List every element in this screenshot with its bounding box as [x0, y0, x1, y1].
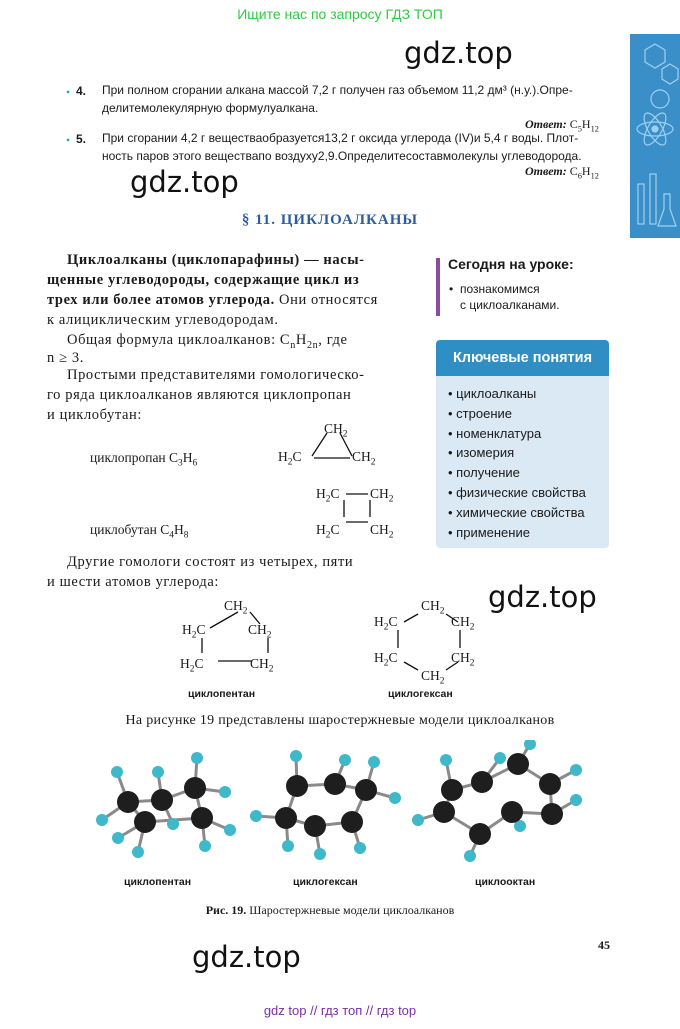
today-bullet-icon: •: [449, 282, 454, 296]
chapter-decoration: [630, 34, 680, 238]
key-concept-item: • номенклатура: [448, 425, 542, 441]
problem-number: 5.: [76, 132, 87, 146]
cyclopropane-label: циклопропан $C_3H_6$: [90, 450, 198, 469]
watermark: gdz.top: [404, 36, 513, 70]
cyclohexane-caption: циклогексан: [388, 688, 453, 700]
text-line: го ряда циклоалканов являются циклопропан: [47, 387, 352, 403]
ball-stick-models: [90, 740, 610, 870]
section-title: § 11. ЦИКЛОАЛКАНЫ: [241, 212, 419, 228]
top-banner: Ищите нас по запросу ГДЗ ТОП: [237, 6, 443, 22]
key-concept-item: • изомерия: [448, 445, 515, 461]
definition-text: Циклоалканы (циклопарафины) — насы-: [67, 252, 365, 268]
bullet-icon: •: [66, 85, 71, 99]
atom-label: $CH_2$: [421, 598, 445, 617]
problem-text: [102, 81, 617, 117]
atom-label: $CH_2$: [370, 522, 394, 541]
figure-number: Рис. 19.: [205, 903, 247, 917]
answer: [525, 164, 599, 180]
atom-label: $CH_2$: [451, 614, 475, 633]
figure-caption: [0, 903, 660, 918]
key-concepts-list: [448, 386, 586, 544]
bullet-icon: •: [66, 133, 71, 147]
key-concept-item: • циклоалканы: [448, 386, 537, 401]
atom-label: $CH_2$: [451, 650, 475, 669]
atom-label: $CH_2$: [352, 449, 376, 468]
problem-line: ность паров этого веществапо воздуху2,9.Определитесоставмолекулы углеводорода.: [102, 149, 582, 163]
key-concepts-title: Ключевые понятия: [436, 340, 609, 376]
intro-paragraph: [47, 250, 419, 330]
footer-links: gdz top // гдз топ // гдз top: [263, 1003, 417, 1018]
key-concept-item: • применение: [448, 524, 530, 540]
atom-label: $H_2C$: [180, 656, 204, 675]
atom-label: $CH_2$: [324, 421, 348, 440]
problem-text: [102, 129, 617, 165]
atom-label: $H_2C$: [374, 650, 398, 669]
atom-label: $H_2C$: [182, 622, 206, 641]
homologues-paragraph: [47, 552, 419, 592]
watermark: gdz.top: [192, 940, 301, 974]
text-line: Простыми представителями гомологическо-: [67, 367, 365, 383]
today-accent-bar: [436, 258, 440, 316]
atom-label: $H_2C$: [278, 449, 302, 468]
page-number: 45: [598, 938, 610, 952]
model-caption: циклооктан: [475, 876, 536, 888]
figure-caption-text: Шаростержневые модели циклоалканов: [246, 903, 455, 917]
atom-label: $CH_2$: [421, 668, 445, 687]
problem-number: 4.: [76, 84, 87, 98]
today-item: с циклоалканами.: [460, 298, 560, 312]
simplest-paragraph: [47, 365, 419, 425]
atom-label: $CH_2$: [370, 486, 394, 505]
problem-line: делитемолекулярную формулуалкана.: [102, 101, 319, 115]
key-concept-item: • физические свойства: [448, 484, 586, 500]
intro-text: к алициклическим углеводородам.: [47, 312, 279, 328]
cyclobutane-label: циклобутан $C_4H_8$: [90, 522, 189, 541]
watermark: gdz.top: [130, 165, 239, 199]
atom-label: $CH_2$: [250, 656, 274, 675]
text-line: и циклобутан:: [47, 407, 143, 423]
figure-intro: На рисунке 19 представлены шаростержневые модели циклоалканов: [125, 713, 555, 728]
text-line: Другие гомологи состоят из четырех, пяти: [67, 554, 354, 570]
atom-label: $CH_2$: [224, 598, 248, 617]
today-title: Сегодня на уроке:: [448, 256, 574, 272]
atom-label: $H_2C$: [316, 522, 340, 541]
atom-label: $CH_2$: [248, 622, 272, 641]
text-line: и шести атомов углерода:: [47, 574, 220, 590]
science-pattern-icon: [630, 34, 680, 238]
definition-text: щенные углеводороды, содержащие цикл из: [47, 272, 360, 288]
atom-label: $H_2C$: [316, 486, 340, 505]
cyclopentane-caption: циклопентан: [188, 688, 256, 700]
answer-formula: $C_5H_{12}$: [569, 117, 599, 134]
answer-label: Ответ:: [525, 164, 567, 178]
intro-text: Они относятся: [274, 292, 378, 308]
formula-condition: n ≥ 3.: [47, 350, 84, 366]
atom-label: $H_2C$: [374, 614, 398, 633]
model-caption: циклогексан: [293, 876, 358, 888]
watermark: gdz.top: [488, 580, 597, 614]
key-concept-item: • получение: [448, 465, 520, 481]
key-concept-item: • строение: [448, 405, 512, 421]
today-item: познакомимся: [460, 282, 540, 296]
general-formula: Общая формула циклоалканов: $C_nH_{2n}$, где: [67, 332, 348, 351]
problem-line: При полном сгорании алкана массой 7,2 г получен газ объемом 11,2 дм³ (н.у.).Опре-: [102, 83, 573, 97]
model-caption: циклопентан: [124, 876, 192, 888]
definition-text: трех или более атомов углерода.: [47, 292, 275, 308]
key-concept-item: • химические свойства: [448, 504, 585, 520]
answer-label: Ответ:: [525, 117, 567, 131]
problem-line: При сгорании 4,2 г веществаобразуется13,2 г оксида углерода (IV)и 5,4 г воды. Плот-: [102, 131, 579, 145]
answer-formula: $C_6H_{12}$: [569, 164, 599, 181]
